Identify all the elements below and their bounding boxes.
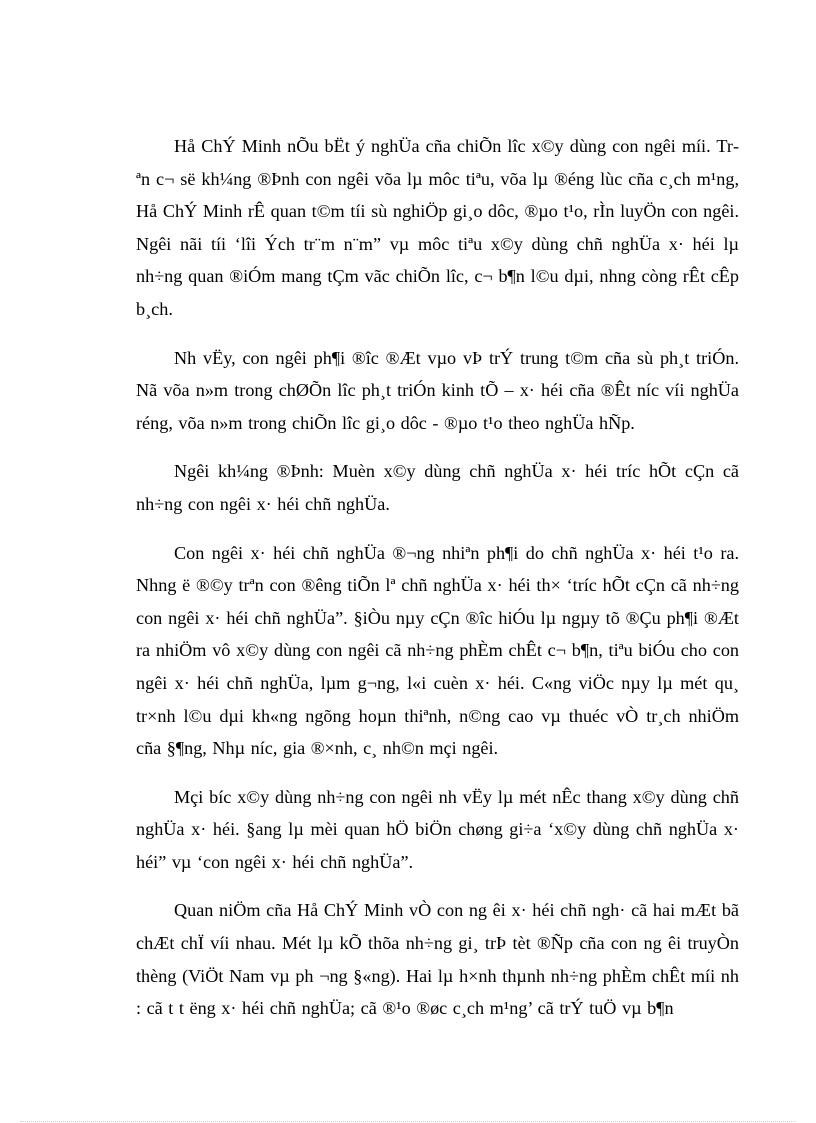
page-bottom-divider bbox=[20, 1121, 796, 1122]
paragraph-2: Nh vËy, con ngêi ph¶i ®îc ®Æt vµo vÞ trÝ trung t©m cña sù ph¸t triÓn. Nã võa n»m trong chØÕn lîc ph¸t triÓn kinh tÕ – x· héi cña ®Êt níc víi nghÜa réng, võa n»m trong chiÕn lîc gi¸o dôc - ®µo t¹o theo nghÜa hÑp. bbox=[136, 347, 739, 433]
paragraph-3: Ngêi kh¼ng ®Þnh: Muèn x©y dùng chñ nghÜa x· héi tríc hÕt cÇn cã nh÷ng con ngêi x· héi chñ nghÜa. bbox=[136, 461, 739, 514]
body-text bbox=[136, 130, 739, 1041]
paragraph-5: Mçi bíc x©y dùng nh÷ng con ngêi nh vËy lµ mét nÊc thang x©y dùng chñ nghÜa x· héi. §ang lµ mèi quan hÖ biÖn chøng gi÷a ‘x©y dùng chñ nghÜa x· héi” vµ ‘con ngêi x· héi chñ nghÜa”. bbox=[136, 786, 739, 872]
paragraph-4: Con ngêi x· héi chñ nghÜa ®¬ng nhiªn ph¶i do chñ nghÜa x· héi t¹o ra. Nhng ë ®©y trªn con ®êng tiÕn lª chñ nghÜa x· héi th× ‘tríc hÕt cÇn cã nh÷ng con ngêi x· héi chñ nghÜa”. §iÒu nµy cÇn ®îc hiÓu lµ ngµy tõ ®Çu ph¶i ®Æt ra nhiÖm vô x©y dùng con ngêi cã nh÷ng phÈm chÊt c¬ b¶n, tiªu biÓu cho con ngêi x· héi chñ nghÜa, lµm g¬ng, l«i cuèn x· héi. C«ng viÖc nµy lµ mét qu¸ tr×nh l©u dµi kh«ng ngõng hoµn thiªnh, n©ng cao vµ thuéc vÒ tr¸ch nhiÖm cña §¶ng, Nhµ níc, gia ®×nh, c¸ nh©n mçi ngêi. bbox=[136, 542, 739, 759]
paragraph-6: Quan niÖm cña Hå ChÝ Minh vÒ con ng êi x· héi chñ ngh· cã hai mÆt bã chÆt chÏ víi nhau. Mét lµ kÕ thõa nh÷ng gi¸ trÞ tèt ®Ñp cña con ng êi truyÒn thèng (ViÖt Nam vµ ph ¬ng §«ng). Hai lµ h×nh thµnh nh÷ng phÈm chÊt míi nh : cã t t ëng x· héi chñ nghÜa; cã ®¹o ®øc c¸ch m¹ng’ cã trÝ tuÖ vµ b¶n bbox=[136, 900, 739, 1019]
paragraph-1: Hå ChÝ Minh nÕu bËt ý nghÜa cña chiÕn lîc x©y dùng con ngêi míi. Trªn c¬ së kh¼ng ®Þnh con ngêi võa lµ môc tiªu, võa lµ ®éng lùc cña c¸ch m¹ng, Hå ChÝ Minh rÊ quan t©m tíi sù nghiÖp gi¸o dôc, ®µo t¹o, rÌn luyÖn con ngêi. Ngêi nãi tíi ‘lîi Ých tr¨m n¨m” vµ môc tiªu x©y dùng chñ nghÜa x· héi lµ nh÷ng quan ®iÓm mang tÇm vãc chiÕn lîc, c¬ b¶n l©u dµi, nhng còng rÊt cÊp b¸ch. bbox=[136, 136, 739, 319]
